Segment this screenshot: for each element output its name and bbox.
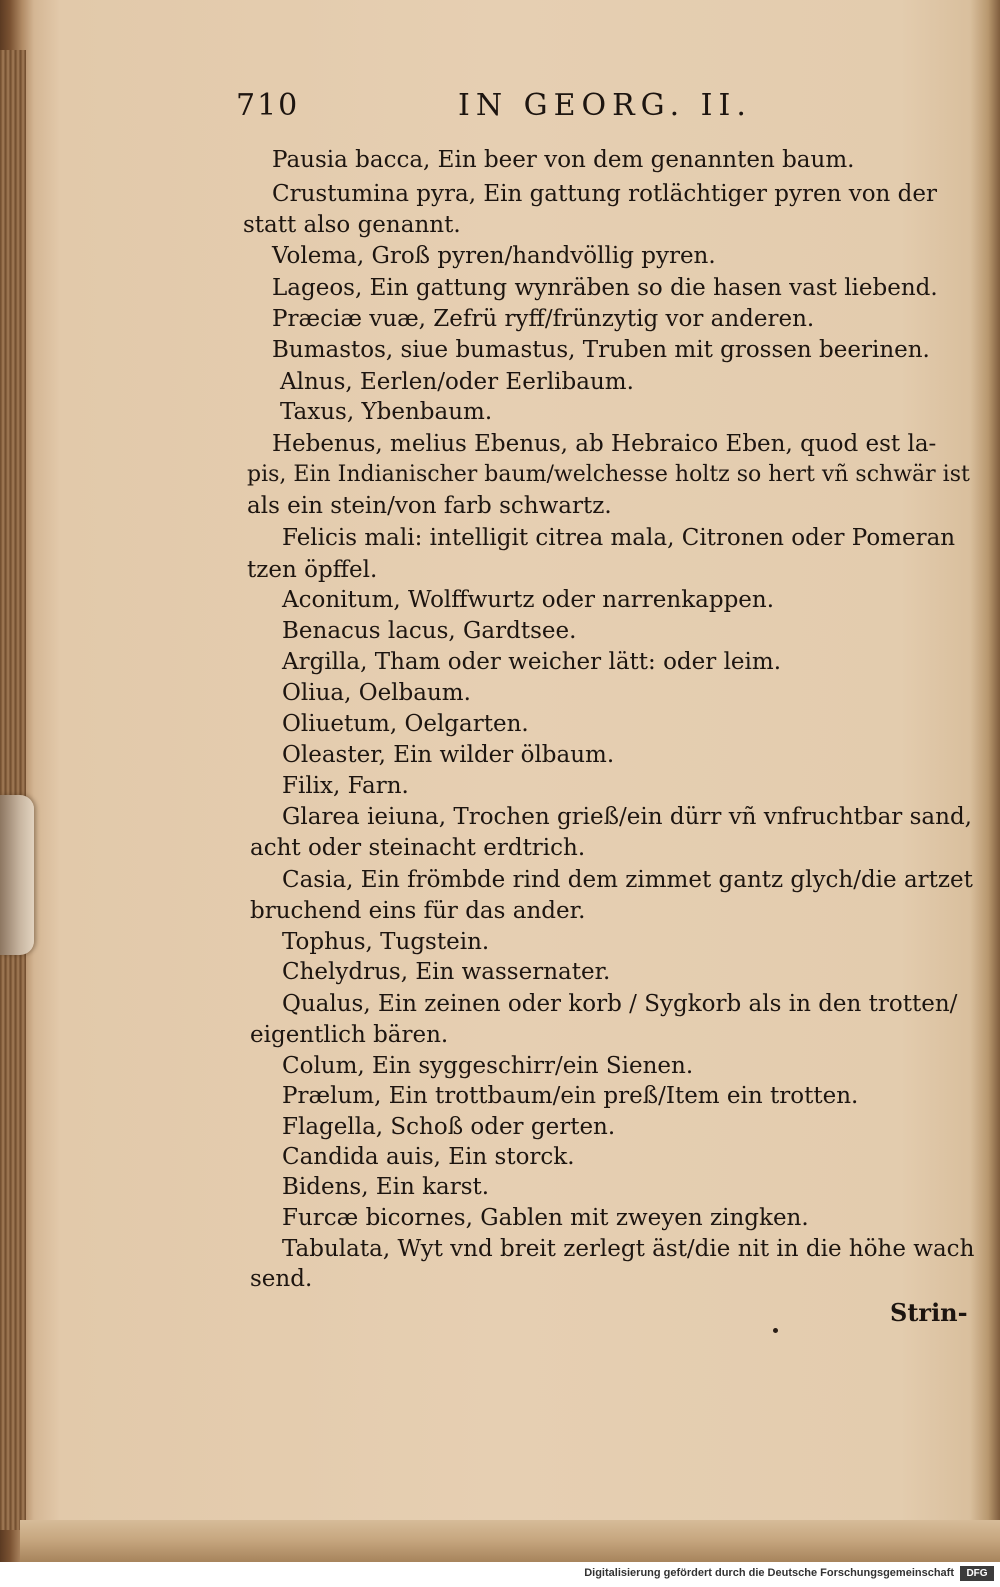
text-line: Glarea ieiuna, Trochen grieß/ein dürr vñ vnfruchtbar sand, [282, 804, 972, 830]
text-line: Filix, Farn. [282, 773, 409, 799]
text-line: Pausia bacca, Ein beer von dem genannten baum. [272, 147, 855, 173]
book-edge [0, 50, 26, 1530]
text-line: Lageos, Ein gattung wynräben so die hasen vast liebend. [272, 275, 938, 301]
text-line: Benacus lacus, Gardtsee. [282, 618, 577, 644]
text-line: Crustumina pyra, Ein gattung rotlächtiger pyren von der [272, 181, 937, 207]
text-line: send. [250, 1266, 313, 1292]
text-line: Prælum, Ein trottbaum/ein preß/Item ein trotten. [282, 1083, 859, 1109]
text-line: Colum, Ein syggeschirr/ein Sienen. [282, 1053, 694, 1079]
text-line: Oliuetum, Oelgarten. [282, 711, 529, 737]
text-line: Tabulata, Wyt vnd breit zerlegt äst/die nit in die höhe wach [282, 1236, 975, 1262]
text-line: Taxus, Ybenbaum. [280, 399, 493, 425]
page-header-title: IN GEORG. II. [458, 88, 752, 123]
text-line: statt also genannt. [243, 212, 461, 238]
text-line: Bumastos, siue bumastus, Truben mit grossen beerinen. [272, 337, 930, 363]
text-line: Præciæ vuæ, Zefrü ryff/frünzytig vor anderen. [272, 306, 815, 332]
ink-dot [773, 1328, 778, 1333]
footer-credit: Digitalisierung gefördert durch die Deutsche Forschungsgemeinschaft [584, 1567, 954, 1579]
text-line: tzen öpffel. [247, 557, 378, 583]
text-line: Hebenus, melius Ebenus, ab Hebraico Eben, quod est la- [272, 431, 937, 457]
text-line: Volema, Groß pyren/handvöllig pyren. [272, 243, 716, 269]
page-number: 710 [236, 88, 300, 123]
text-line: Casia, Ein frömbde rind dem zimmet gantz glych/die artzet [282, 867, 973, 893]
text-line: Aconitum, Wolffwurtz oder narrenkappen. [282, 587, 775, 613]
running-head [236, 88, 816, 128]
text-line: eigentlich bären. [250, 1022, 449, 1048]
text-line: Tophus, Tugstein. [282, 929, 490, 955]
text-line: pis, Ein Indianischer baum/welchesse holtz so hert vñ schwär ist [247, 462, 970, 487]
text-line: Argilla, Tham oder weicher lätt: oder leim. [282, 649, 782, 675]
text-line: Furcæ bicornes, Gablen mit zweyen zingken. [282, 1205, 809, 1231]
text-line: Qualus, Ein zeinen oder korb / Sygkorb als in den trotten/ [282, 991, 958, 1017]
text-line: Alnus, Eerlen/oder Eerlibaum. [280, 369, 634, 395]
text-line: acht oder steinacht erdtrich. [250, 835, 586, 861]
page-bottom-edge [20, 1520, 1000, 1562]
catchword: Strin- [890, 1298, 968, 1327]
text-line: als ein stein/von farb schwartz. [247, 493, 612, 519]
book-clip [0, 795, 34, 955]
text-line: Candida auis, Ein storck. [282, 1144, 575, 1170]
text-line: Oliua, Oelbaum. [282, 680, 471, 706]
text-line: Felicis mali: intelligit citrea mala, Citronen oder Pomeran [282, 525, 956, 551]
text-line: Oleaster, Ein wilder ölbaum. [282, 742, 615, 768]
text-line: Flagella, Schoß oder gerten. [282, 1114, 616, 1140]
text-line: bruchend eins für das ander. [250, 898, 586, 924]
text-line: Chelydrus, Ein wassernater. [282, 959, 611, 985]
dfg-logo: DFG [960, 1566, 994, 1581]
text-line: Bidens, Ein karst. [282, 1174, 490, 1200]
